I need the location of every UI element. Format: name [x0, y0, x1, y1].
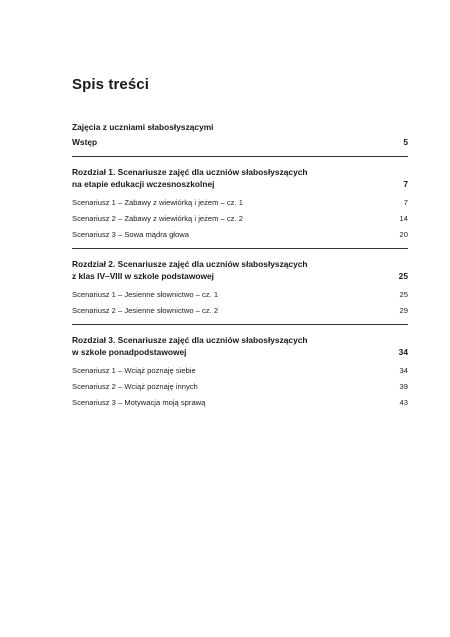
chapter-heading-line2: z klas IV–VIII w szkole podstawowej: [72, 271, 214, 281]
toc-entry-label: Scenariusz 3 – Motywacja moją sprawą: [72, 398, 206, 407]
toc-page-number: 39: [399, 382, 408, 391]
toc-page-number: 25: [399, 290, 408, 299]
section-divider: [72, 248, 408, 249]
intro-heading: Zajęcia z uczniami słabosłyszącymi: [72, 122, 214, 132]
toc-page-number: 25: [398, 271, 408, 281]
toc-page-number: 34: [399, 366, 408, 375]
toc-entry-label: Scenariusz 1 – Zabawy z wiewiórką i jeżem – cz. 1: [72, 198, 243, 207]
toc-entry-label: Scenariusz 3 – Sowa mądra głowa: [72, 230, 189, 239]
chapter-heading-line1: Rozdział 1. Scenariusze zajęć dla uczniów słabosłyszących: [72, 167, 308, 177]
toc-entry-label: Scenariusz 1 – Wciąż poznaję siebie: [72, 366, 196, 375]
toc-page-number: 20: [399, 230, 408, 239]
toc-entry-label: Wstęp: [72, 137, 98, 147]
toc-entry[interactable]: [72, 398, 408, 408]
chapter-heading-line1: Rozdział 2. Scenariusze zajęć dla uczniów słabosłyszących: [72, 259, 308, 269]
toc-row-chapter[interactable]: [72, 346, 408, 358]
toc-entry[interactable]: [72, 214, 408, 224]
toc-entry[interactable]: [72, 366, 408, 376]
toc-entry[interactable]: [72, 290, 408, 300]
toc-entry[interactable]: [72, 230, 408, 240]
toc-entry-label: Scenariusz 2 – Wciąż poznaję innych: [72, 382, 198, 391]
toc-page-number: 5: [403, 137, 408, 147]
toc-entry-label: Scenariusz 2 – Zabawy z wiewiórką i jeżem – cz. 2: [72, 214, 243, 223]
toc-page-number: 29: [399, 306, 408, 315]
table-of-contents: [72, 122, 408, 408]
section-divider: [72, 324, 408, 325]
toc-page-number: 43: [399, 398, 408, 407]
toc-entry-label: Scenariusz 1 – Jesienne słownictwo – cz. 1: [72, 290, 219, 299]
toc-entry-label: Scenariusz 2 – Jesienne słownictwo – cz. 2: [72, 306, 219, 315]
toc-entry[interactable]: [72, 382, 408, 392]
toc-chapter-2: [72, 258, 408, 316]
toc-chapter-1: [72, 166, 408, 240]
toc-intro-section: [72, 122, 408, 148]
chapter-heading: [72, 258, 408, 282]
toc-page-number: 7: [403, 179, 408, 189]
toc-page-number: 7: [403, 198, 408, 207]
chapter-heading: [72, 166, 408, 190]
chapter-heading: [72, 334, 408, 358]
chapter-heading-line2: na etapie edukacji wczesnoszkolnej: [72, 179, 215, 189]
section-divider: [72, 156, 408, 157]
toc-entry[interactable]: [72, 198, 408, 208]
toc-row-chapter[interactable]: [72, 270, 408, 282]
toc-row-intro[interactable]: [72, 137, 408, 148]
chapter-heading-line1: Rozdział 3. Scenariusze zajęć dla uczniów słabosłyszących: [72, 335, 308, 345]
page-title: Spis treści: [72, 76, 149, 93]
chapter-heading-line2: w szkole ponadpodstawowej: [72, 347, 187, 357]
toc-row-chapter[interactable]: [72, 178, 408, 190]
toc-page-number: 34: [398, 347, 408, 357]
toc-chapter-3: [72, 334, 408, 408]
toc-page-number: 14: [399, 214, 408, 223]
toc-entry[interactable]: [72, 306, 408, 316]
